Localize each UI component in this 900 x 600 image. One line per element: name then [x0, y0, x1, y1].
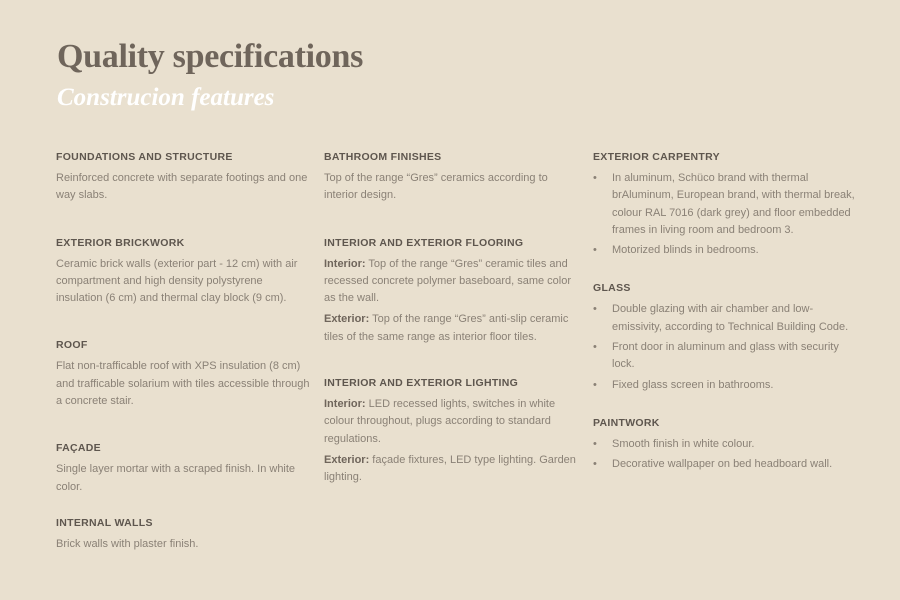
section-exterior-brickwork	[56, 236, 311, 308]
section-text: Brick walls with plaster finish.	[56, 537, 199, 550]
list-item: • Double glazing with air chamber and low-emissivity, according to Technical Building Code.	[593, 301, 858, 336]
section-heading: EXTERIOR BRICKWORK	[56, 236, 185, 249]
page-subtitle: Construcion features	[57, 84, 275, 111]
section-heading: GLASS	[593, 282, 631, 295]
section-heading: EXTERIOR CARPENTRY	[593, 151, 720, 163]
page-title: Quality specifications	[57, 38, 364, 75]
section-paragraph-interior	[324, 256, 579, 308]
section-heading: INTERIOR AND EXTERIOR FLOORING	[324, 236, 524, 249]
section-flooring	[324, 236, 579, 346]
paragraph-label: Exterior:	[324, 313, 370, 326]
paragraph-label: Interior:	[324, 398, 366, 411]
bullet-list	[593, 301, 858, 393]
paragraph-text: Top of the range “Gres” ceramic tiles and recessed concrete polymer baseboard, same color as the wall.	[324, 257, 572, 305]
list-item: • Front door in aluminum and glass with security lock.	[593, 339, 858, 374]
column-1	[56, 150, 311, 553]
section-heading: FOUNDATIONS AND STRUCTURE	[56, 151, 233, 163]
section-bathroom-finishes	[324, 150, 579, 205]
paragraph-text: Top of the range “Gres” anti-slip ceramic tiles of the same range as interior floor tiles.	[324, 313, 569, 343]
bullet-list	[593, 436, 858, 474]
column-2	[324, 150, 579, 487]
section-paragraph-interior	[324, 396, 579, 448]
section-lighting	[324, 376, 579, 486]
section-text: Ceramic brick walls (exterior part - 12 cm) with air compartment and high density polystyrene insulation (6 cm) and thermal clay block (9 cm).	[56, 257, 298, 305]
paragraph-text: façade fixtures, LED type lighting. Garden lighting.	[324, 453, 576, 484]
list-item: • Decorative wallpaper on bed headboard wall.	[593, 456, 858, 473]
section-text: Flat non-trafficable roof with XPS insulation (8 cm) and trafficable solarium with tiles accessible through a concrete stair.	[56, 360, 310, 408]
list-item: • Motorized blinds in bedrooms.	[593, 242, 858, 259]
section-heading: PAINTWORK	[593, 416, 660, 429]
section-facade	[56, 441, 311, 496]
section-text: Single layer mortar with a scraped finish. In white color.	[56, 463, 296, 493]
section-text: Reinforced concrete with separate footings and one way slabs.	[56, 172, 308, 202]
section-foundations	[56, 150, 311, 205]
bullet-list	[593, 170, 858, 259]
list-item: • Smooth finish in white colour.	[593, 436, 858, 453]
paragraph-label: Interior:	[324, 257, 366, 270]
list-item: • In aluminum, Schüco brand with thermal brAluminum, European brand, with thermal break, colour RAL 7016 (dark grey) and floor embedded frames in living room and bedroom 3.	[593, 170, 858, 239]
section-heading: ROOF	[56, 339, 88, 352]
section-heading: INTERIOR AND EXTERIOR LIGHTING	[324, 377, 519, 390]
section-roof	[56, 338, 311, 410]
section-exterior-carpentry	[593, 150, 858, 259]
section-internal-walls	[56, 516, 311, 553]
section-paragraph-exterior	[324, 311, 579, 346]
paragraph-text: LED recessed lights, switches in white colour throughout, plugs according to standard regulations.	[324, 398, 556, 445]
list-item: • Fixed glass screen in bathrooms.	[593, 377, 858, 394]
section-heading: BATHROOM FINISHES	[324, 151, 442, 163]
paragraph-label: Exterior:	[324, 453, 370, 466]
section-paintwork	[593, 416, 858, 474]
section-paragraph-exterior	[324, 452, 579, 487]
section-heading: INTERNAL WALLS	[56, 516, 153, 529]
section-heading: FAÇADE	[56, 442, 101, 455]
section-glass	[593, 281, 858, 393]
column-3	[593, 150, 858, 477]
section-text: Top of the range “Gres” ceramics according to interior design.	[324, 172, 548, 202]
